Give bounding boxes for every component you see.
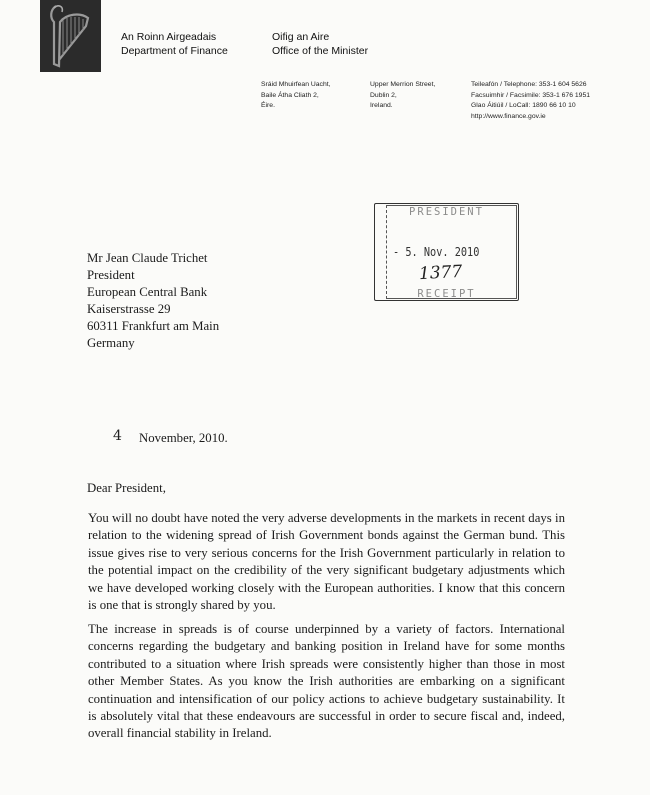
address-line: Dublin 2,	[370, 91, 397, 99]
facsimile: Facsuimhir / Facsimile: 353-1 676 1951	[471, 91, 590, 99]
recipient-name: Mr Jean Claude Trichet	[87, 251, 208, 265]
letter-date: November, 2010.	[139, 431, 228, 445]
recipient-address	[87, 250, 219, 352]
recipient-organisation: European Central Bank	[87, 285, 208, 299]
office-irish: Oifig an Aire	[272, 31, 330, 43]
department-irish: An Roinn Airgeadais	[121, 31, 217, 43]
office-english: Office of the Minister	[272, 45, 369, 57]
department-heading	[121, 30, 228, 58]
address-line: Ireland.	[370, 102, 393, 109]
recipient-country: Germany	[87, 336, 135, 350]
office-heading	[272, 30, 368, 58]
department-english: Department of Finance	[121, 45, 228, 57]
stamp-footer: RECEIPT	[417, 288, 476, 300]
stamp-heading: PRESIDENT	[409, 206, 484, 218]
website-link[interactable]: http://www.finance.gov.ie	[471, 112, 546, 120]
address-line: Upper Merrion Street,	[370, 81, 436, 88]
recipient-city: 60311 Frankfurt am Main	[87, 319, 220, 333]
recipient-title: President	[87, 268, 135, 282]
received-stamp	[374, 203, 519, 301]
telephone: Teileafón / Telephone: 353-1 604 5626	[471, 81, 587, 88]
address-line: Éire.	[261, 102, 275, 109]
stamp-number: 1377	[418, 261, 463, 285]
salutation: Dear President,	[87, 481, 166, 495]
body-paragraph-1: You will no doubt have noted the very adverse developments in the markets in recent days in relation to the widening spread of Irish Government bonds against the German bund. This issue gives rise to very serious concerns for the Irish Government particularly in relation to the potential impact on the credibility of the very significant budgetary adjustments which we have developed working closely with the European authorities. I know that this concern is one that is strongly shared by you.	[88, 511, 565, 613]
address-line: Baile Átha Cliath 2,	[261, 91, 319, 99]
harp-icon	[40, 0, 101, 72]
address-irish	[261, 80, 331, 112]
address-line: Sráid Mhuirfean Uacht,	[261, 81, 331, 88]
address-english	[370, 80, 435, 112]
stamp-date: - 5. Nov. 2010	[393, 244, 480, 259]
contact-details	[471, 80, 590, 122]
locall: Glao Áitiúil / LoCall: 1890 66 10 10	[471, 102, 576, 109]
handwritten-day: 4	[113, 428, 122, 444]
harp-logo	[40, 0, 101, 72]
body-paragraph-2: The increase in spreads is of course underpinned by a variety of factors. International concerns regarding the budgetary and banking position in Ireland have for some months contributed to a situation where Irish spreads were consistently higher than those in most other Member States. As you know the Irish authorities are embarking on a significant continuation and intensification of our policy actions to achieve budgetary sustainability. It is absolutely vital that these endeavours are successful in order to secure fiscal and, indeed, overall financial stability in Ireland.	[88, 622, 565, 741]
recipient-street: Kaiserstrasse 29	[87, 302, 171, 316]
